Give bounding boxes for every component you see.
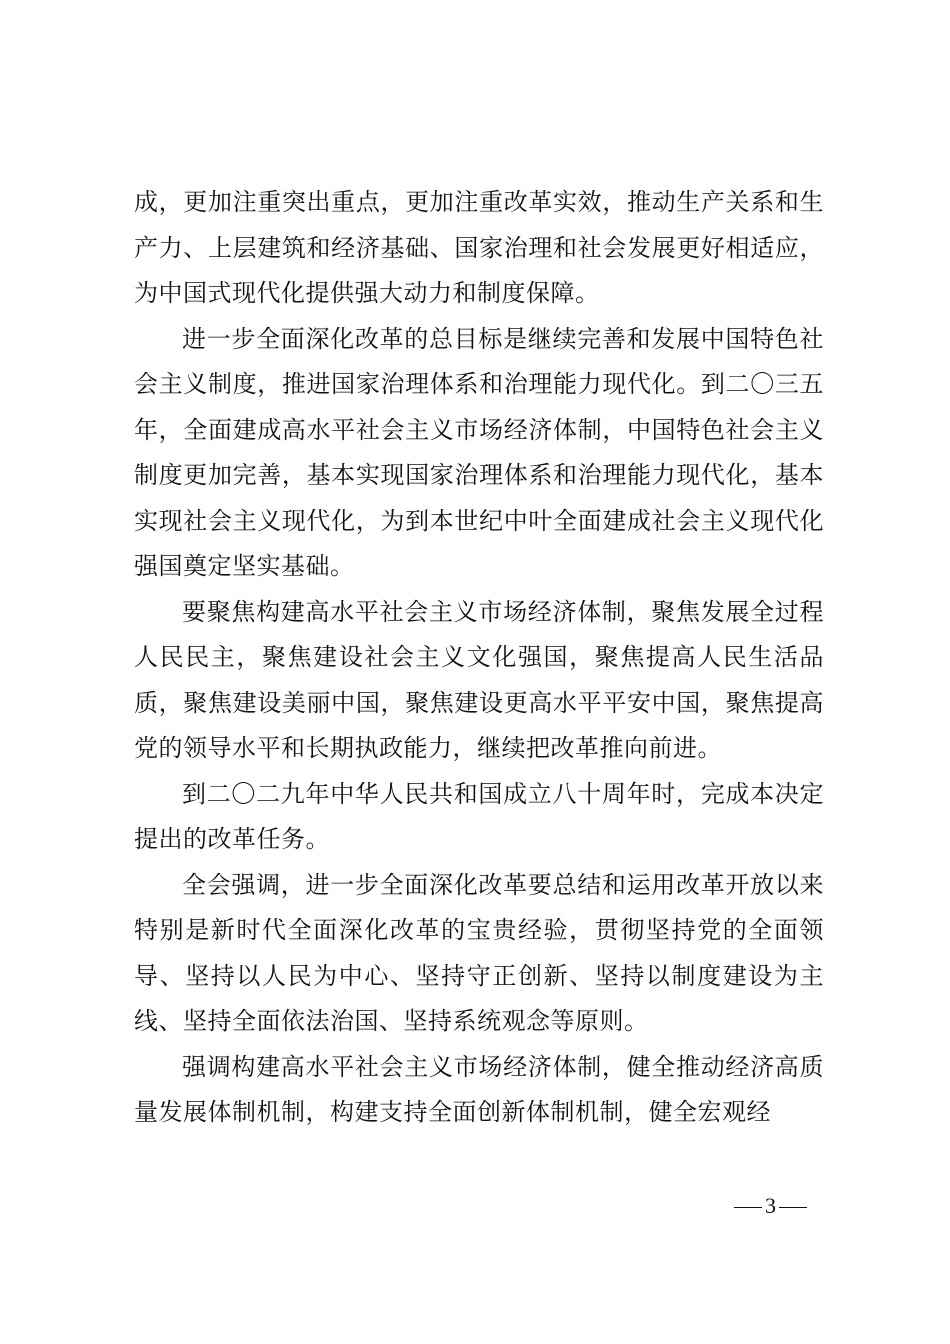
page-number: 3 (765, 1193, 776, 1218)
paragraph-focus-areas: 要聚焦构建高水平社会主义市场经济体制，聚焦发展全过程人民民主，聚焦建设社会主义文化强国，聚焦提高人民生活品质，聚焦建设美丽中国，聚焦建设更高水平平安中国，聚焦提高党的领导水平和长期执政能力，继续把改革推向前进。 (134, 597, 824, 762)
document-body (134, 180, 824, 1136)
footer-dash-left (734, 1207, 762, 1208)
page-footer (731, 1193, 810, 1219)
paragraph-market-economy: 强调构建高水平社会主义市场经济体制，健全推动经济高质量发展体制机制，构建支持全面创新体制机制，健全宏观经 (134, 1052, 824, 1126)
paragraph-reform-goal: 进一步全面深化改革的总目标是继续完善和发展中国特色社会主义制度，推进国家治理体系和治理能力现代化。到二〇三五年，全面建成高水平社会主义市场经济体制，中国特色社会主义制度更加完善，基本实现国家治理体系和治理能力现代化，基本实现社会主义现代化，为到本世纪中叶全面建成社会主义现代化强国奠定坚实基础。 (134, 324, 824, 580)
paragraph-continuation: 成，更加注重突出重点，更加注重改革实效，推动生产关系和生产力、上层建筑和经济基础、国家治理和社会发展更好相适应，为中国式现代化提供强大动力和制度保障。 (134, 188, 824, 307)
paragraph-deadline: 到二〇二九年中华人民共和国成立八十周年时，完成本决定提出的改革任务。 (134, 779, 824, 853)
paragraph-principles: 全会强调，进一步全面深化改革要总结和运用改革开放以来特别是新时代全面深化改革的宝贵经验，贯彻坚持党的全面领导、坚持以人民为中心、坚持守正创新、坚持以制度建设为主线、坚持全面依法治国、坚持系统观念等原则。 (134, 870, 824, 1035)
footer-dash-right (779, 1207, 807, 1208)
